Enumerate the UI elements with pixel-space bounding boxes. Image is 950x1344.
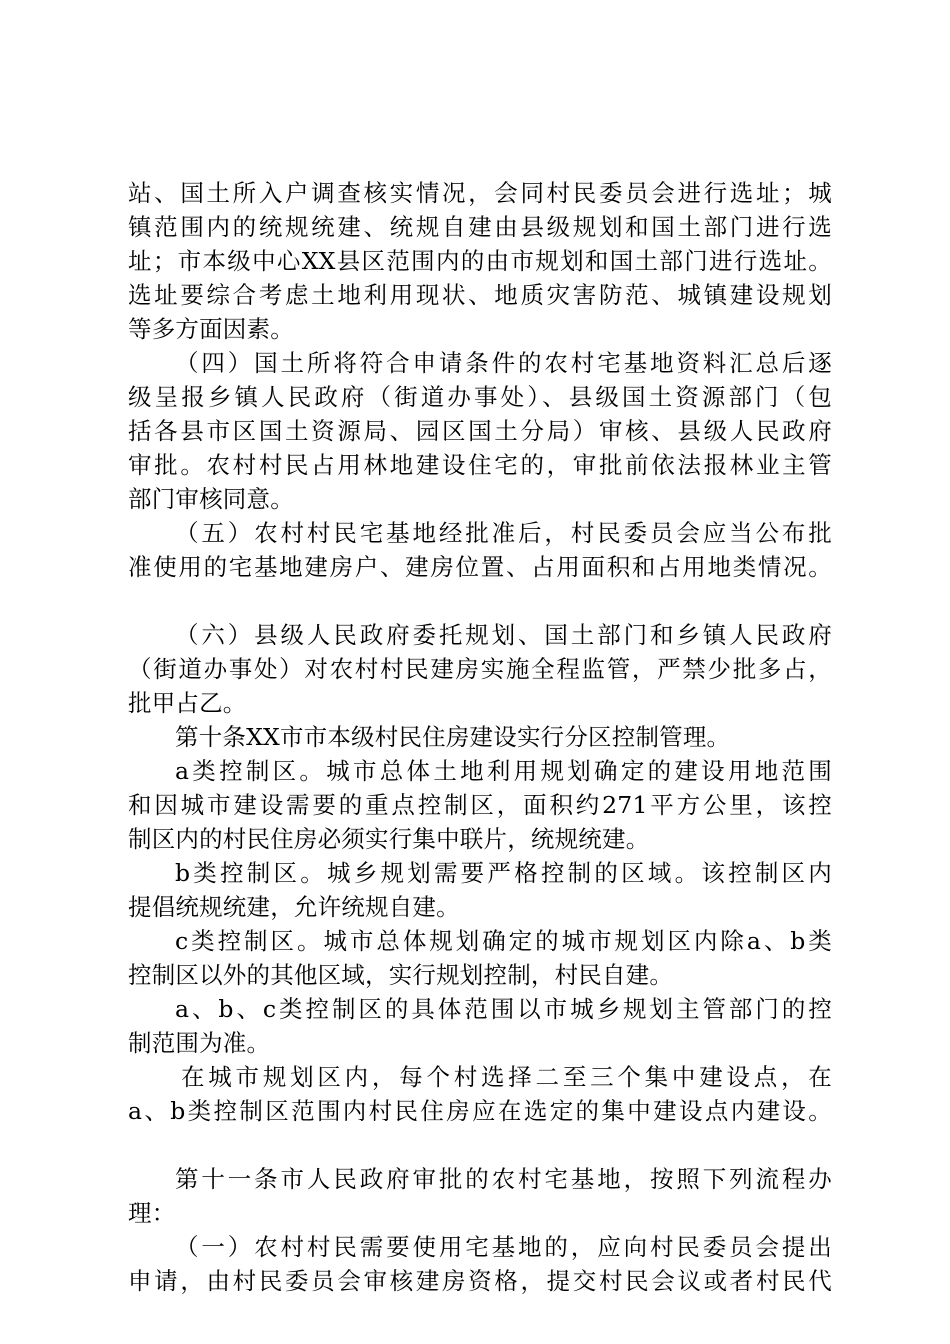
paragraph-article-10 xyxy=(128,720,832,754)
text-line: 括各县市区国土资源局、园区国土分局）审核、县级人民政府 xyxy=(128,417,832,445)
text-line: b类控制区。城乡规划需要严格控制的区域。该控制区内 xyxy=(175,859,832,887)
text-line: 站、国土所入户调查核实情况，会同村民委员会进行选址；城 xyxy=(128,179,832,207)
paragraph-item-5 xyxy=(128,516,832,584)
text-line: 准使用的宅基地建房户、建房位置、占用面积和占用地类情况。 xyxy=(128,553,832,581)
paragraph-zone-c xyxy=(128,924,832,992)
text-line: （六）县级人民政府委托规划、国土部门和乡镇人民政府 xyxy=(175,621,832,649)
paragraph-zone-b xyxy=(128,856,832,924)
paragraph-site-selection xyxy=(128,176,832,346)
text-line: （街道办事处）对农村村民建房实施全程监管，严禁少批多占， xyxy=(128,655,832,683)
blank-line xyxy=(128,1128,832,1162)
paragraph-zone-a xyxy=(128,754,832,856)
text-line: 选址要综合考虑土地利用现状、地质灾害防范、城镇建设规划 xyxy=(128,281,832,309)
paragraph-item-4 xyxy=(128,346,832,516)
paragraph-item-1 xyxy=(128,1230,832,1298)
text-line: （五）农村村民宅基地经批准后，村民委员会应当公布批 xyxy=(175,519,832,547)
text-line: c类控制区。城市总体规划确定的城市规划区内除a、b类 xyxy=(175,927,832,955)
text-line: （一）农村村民需要使用宅基地的，应向村民委员会提出 xyxy=(175,1233,832,1261)
text-line: 控制区以外的其他区域，实行规划控制，村民自建。 xyxy=(128,961,674,989)
text-line: 级呈报乡镇人民政府（街道办事处）、县级国土资源部门（包 xyxy=(128,383,832,411)
text-line: 制范围为准。 xyxy=(128,1029,271,1057)
text-line: a类控制区。城市总体土地利用规划确定的建设用地范围 xyxy=(175,757,832,785)
text-line: 等多方面因素。 xyxy=(128,315,294,343)
paragraph-item-6 xyxy=(128,618,832,720)
text-line: 在城市规划区内，每个村选择二至三个集中建设点，在 xyxy=(181,1063,832,1091)
text-line: （四）国土所将符合申请条件的农村宅基地资料汇总后逐 xyxy=(175,349,832,377)
text-line: 和因城市建设需要的重点控制区，面积约271平方公里，该控 xyxy=(128,791,832,819)
text-line: a、b、c类控制区的具体范围以市城乡规划主管部门的控 xyxy=(175,995,832,1023)
text-line: 批甲占乙。 xyxy=(128,689,247,717)
text-line: 部门审核同意。 xyxy=(128,485,294,513)
text-line: 镇范围内的统规统建、统规自建由县级规划和国土部门进行选 xyxy=(128,213,832,241)
text-line: 申请，由村民委员会审核建房资格，提交村民会议或者村民代 xyxy=(128,1267,832,1295)
text-line: 址；市本级中心XX县区范围内的由市规划和国土部门进行选址。 xyxy=(128,247,832,275)
text-line: 第十条XX市市本级村民住房建设实行分区控制管理。 xyxy=(175,723,731,751)
text-line: 制区内的村民住房必须实行集中联片，统规统建。 xyxy=(128,825,650,853)
paragraph-construction-points xyxy=(128,1060,832,1128)
blank-line xyxy=(128,584,832,618)
paragraph-article-11 xyxy=(128,1162,832,1230)
text-line: a、b类控制区范围内村民住房应在选定的集中建设点内建设。 xyxy=(128,1097,832,1125)
text-line: 提倡统规统建，允许统规自建。 xyxy=(128,893,460,921)
text-line: 第十一条市人民政府审批的农村宅基地，按照下列流程办 xyxy=(175,1165,832,1193)
text-line: 审批。农村村民占用林地建设住宅的，审批前依法报林业主管 xyxy=(128,451,832,479)
text-line: 理： xyxy=(128,1199,176,1227)
document-body xyxy=(128,176,832,1298)
paragraph-zone-scope xyxy=(128,992,832,1060)
